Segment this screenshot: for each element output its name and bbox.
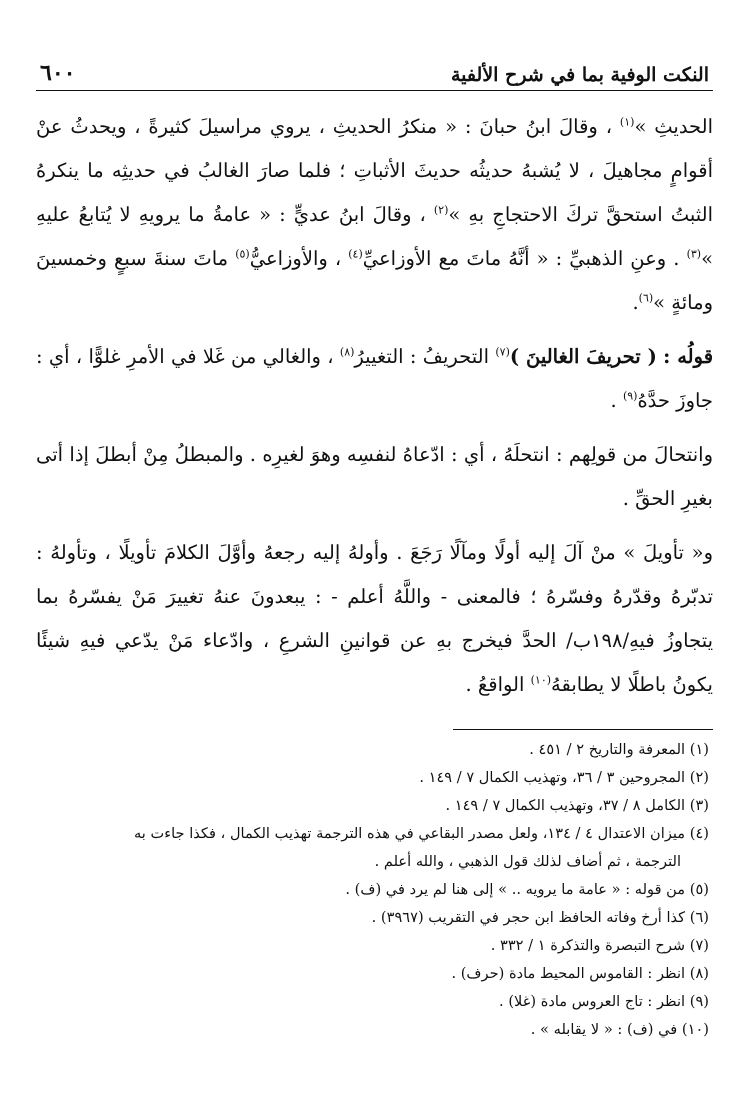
footnote-text: شرح التبصرة والتذكرة ١ / ٣٣٢ . xyxy=(490,937,686,954)
footnote-number: (٢) xyxy=(689,769,709,786)
footnote-marker-6: (٦) xyxy=(638,291,654,305)
text-run: و« تأويلَ » منْ آلَ إليه أولًا ومآلًا رَجَعَ . وأولهُ إليه رجعهُ وأوَّلَ الكلامَ تأويلًا ، وتأولهُ : تدبّرهُ وقدّرهُ وفسّرهُ ؛ فالمعنى - واللَّهُ أعلم - : يبعدونَ عنهُ تغييرَ مَنْ يفسّرهُ بما يتجاوزُ فيهِ/١٩٨ب/ الحدَّ فيخرج بهِ عن قوانينِ الشرعِ ، وادّعاء مَنْ يدّعي فيهِ شيئًا يكونُ باطلًا لا يطابقهُ xyxy=(36,541,714,696)
footnote-text: من قوله : « عامة ما يرويه .. » إلى هنا لم يرد في (ف) . xyxy=(345,881,686,898)
footnote-marker-10: (١٠) xyxy=(530,673,552,687)
text-run: . xyxy=(632,291,639,314)
footnote-number: (٦) xyxy=(689,909,709,926)
footnote-text: المعرفة والتاريخ ٢ / ٤٥١ . xyxy=(529,741,686,758)
footnote-8 xyxy=(36,960,709,988)
footnote-number: (١٠) xyxy=(681,1021,709,1038)
text-run: . وعنِ الذهبيِّ : « أنَّهُ ماتَ مع الأوزاعيِّ xyxy=(362,247,680,270)
footnote-number: (٥) xyxy=(689,881,709,898)
footnote-marker-8: (٨) xyxy=(339,345,355,359)
page-header xyxy=(36,52,713,91)
text-run: الحديثِ » xyxy=(634,115,714,138)
text-run: ، وقالَ ابنُ عديٍّ : « عامةُ ما يرويهِ لا يُتابعُ عليهِ » xyxy=(36,203,714,270)
text-run: ، والأوزاعيُّ xyxy=(249,247,342,270)
text-run: قولُه : xyxy=(663,345,714,368)
footnote-marker-4: (٤) xyxy=(348,247,363,261)
footnote-number: (٧) xyxy=(689,937,709,954)
footnotes xyxy=(36,736,713,1044)
footnote-6 xyxy=(36,904,709,932)
running-title: النكت الوفية بما في شرح الألفية xyxy=(451,64,709,86)
footnote-marker-3: (٣) xyxy=(686,247,702,261)
footnote-text: كذا أرخ وفاته الحافظ ابن حجر في التقريب (٣٩٦٧) . xyxy=(371,909,686,926)
footnote-number: (٤) xyxy=(689,825,709,842)
footnote-marker-1: (١) xyxy=(619,115,635,129)
main-text xyxy=(36,105,713,707)
footnote-5 xyxy=(36,876,709,904)
text-run: ، وقالَ ابنُ حبانَ : « منكرُ الحديثِ ، يروي مراسيلَ كثيرةً ، ويحدثُ عنْ أقوامٍ مجاهيلَ ، لا يُشبهُ حديثُه حديثَ الأثباتِ ؛ فلما صارَ الغالبُ في حديثِه ما ينكرهُ الثبتُ استحقَّ تركَ الاحتجاجِ بهِ » xyxy=(36,115,714,226)
text-run: ، والغالي من غَلا في الأمرِ غلوًّا ، أي : جاوزَ حدَّهُ xyxy=(36,345,713,412)
footnote-text-continued: الترجمة ، ثم أضاف لذلك قول الذهبي ، والله أعلم . xyxy=(374,853,681,870)
footnote-marker-2: (٢) xyxy=(433,203,449,217)
page-number: ٦٠٠ xyxy=(40,60,76,86)
footnote-text: المجروحين ٣ / ٣٦، وتهذيب الكمال ٧ / ١٤٩ . xyxy=(419,769,686,786)
footnote-9 xyxy=(36,988,709,1016)
text-run: . xyxy=(610,389,617,412)
footnote-text: انظر : القاموس المحيط مادة (حرف) . xyxy=(451,965,686,982)
footnote-text: انظر : تاج العروس مادة (غلا) . xyxy=(499,993,686,1010)
footnote-2 xyxy=(36,764,709,792)
footnote-7 xyxy=(36,932,709,960)
footnote-divider xyxy=(453,729,713,730)
footnote-number: (١) xyxy=(689,741,709,758)
text-run: ماتَ سنةَ سبعٍ وخمسينَ ومائةٍ » xyxy=(36,247,713,314)
headword: ( تحريفَ الغالينَ ) xyxy=(509,345,657,368)
footnote-text: ميزان الاعتدال ٤ / ١٣٤، ولعل مصدر البقاعي في هذه الترجمة تهذيب الكمال ، فكذا جاءت به xyxy=(133,825,686,842)
footnote-number: (٣) xyxy=(689,797,709,814)
footnote-10 xyxy=(36,1016,709,1044)
footnote-text: الكامل ٨ / ٣٧، وتهذيب الكمال ٧ / ١٤٩ . xyxy=(445,797,686,814)
footnote-3 xyxy=(36,792,709,820)
text-run: التحريفُ : التغييرُ xyxy=(354,345,490,368)
footnote-number: (٨) xyxy=(689,965,709,982)
footnote-marker-5: (٥) xyxy=(235,247,250,261)
paragraph-2 xyxy=(36,335,713,423)
footnote-text: في (ف) : « لا يقابله » . xyxy=(530,1021,678,1038)
footnote-1 xyxy=(36,736,709,764)
footnote-marker-7: (٧) xyxy=(495,345,510,359)
paragraph-4 xyxy=(36,531,713,707)
footnote-number: (٩) xyxy=(689,993,709,1010)
paragraph-1 xyxy=(36,105,713,325)
footnote-marker-9: (٩) xyxy=(622,389,638,403)
footnote-4 xyxy=(36,820,709,876)
text-run: الواقعُ . xyxy=(465,673,525,696)
paragraph-3: وانتحالَ من قولِهم : انتحلَهُ ، أي : ادّعاهُ لنفسِه وهوَ لغيرِه . والمبطلُ مِنْ أبطلَ إذا أتى بغيرِ الحقِّ . xyxy=(36,443,713,510)
